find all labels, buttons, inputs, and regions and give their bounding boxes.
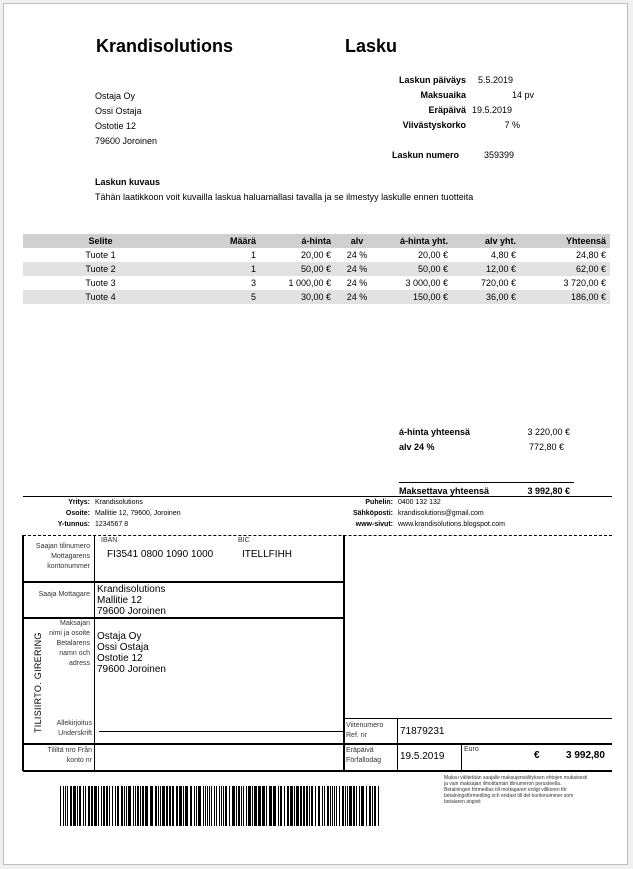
barcode-bar bbox=[262, 786, 265, 826]
barcode-bar bbox=[77, 786, 78, 826]
item-description: Tuote 1 bbox=[85, 250, 116, 260]
barcode-bar bbox=[172, 786, 174, 826]
barcode-bar bbox=[140, 786, 141, 826]
footer-company-value: Krandisolutions bbox=[95, 499, 143, 506]
due-date-value: 19.5.2019 bbox=[472, 105, 513, 115]
penalty-interest-value: 7 % bbox=[504, 120, 520, 130]
barcode-bar bbox=[162, 786, 165, 826]
barcode-bar bbox=[278, 786, 279, 826]
payee-line-2: Mallitie 12 bbox=[97, 595, 143, 606]
barcode-bar bbox=[150, 786, 153, 826]
barcode-bar bbox=[203, 786, 204, 826]
barcode-bar bbox=[353, 786, 355, 826]
barcode-bar bbox=[334, 786, 335, 826]
barcode-bar bbox=[315, 786, 316, 826]
item-total: 62,00 € bbox=[520, 262, 610, 276]
barcode-bar bbox=[229, 786, 230, 826]
items-header-row bbox=[23, 234, 610, 248]
penalty-interest-label: Viivästyskorko bbox=[402, 120, 466, 130]
barcode-bar bbox=[246, 786, 247, 826]
barcode-bar bbox=[183, 786, 184, 826]
barcode-bar bbox=[103, 786, 105, 826]
item-net-total: 50,00 € bbox=[379, 262, 452, 276]
barcode-bar bbox=[60, 786, 61, 826]
barcode-bar bbox=[63, 786, 64, 826]
barcode-bar bbox=[67, 786, 68, 826]
footer-email-label: Sähköposti: bbox=[352, 510, 393, 517]
giro-bottom-line bbox=[23, 770, 612, 772]
barcode-bar bbox=[190, 786, 192, 826]
table-row bbox=[23, 262, 610, 276]
barcode-bar bbox=[94, 786, 97, 826]
description-text: Tähän laatikkoon voit kuvailla laskua haluamallasi tavalla ja se ilmestyy laskulle ennen tuotteita bbox=[95, 192, 474, 202]
vat-total-value: 772,80 € bbox=[528, 442, 564, 452]
barcode-bar bbox=[266, 786, 267, 826]
barcode-bar bbox=[73, 786, 76, 826]
barcode-bar bbox=[109, 786, 110, 826]
barcode-bar bbox=[378, 786, 379, 826]
barcode-bar bbox=[207, 786, 208, 826]
giro-line-4 bbox=[23, 743, 612, 745]
giro-due-value: 19.5.2019 bbox=[400, 751, 445, 762]
barcode-bar bbox=[342, 786, 344, 826]
item-quantity: 3 bbox=[250, 278, 256, 288]
barcode-image bbox=[60, 786, 383, 826]
giro-mid-divider bbox=[343, 535, 345, 771]
col-header-net-total: á-hinta yht. bbox=[379, 234, 452, 248]
payee-line-1: Krandisolutions bbox=[97, 584, 166, 595]
buyer-line-3: Ostotie 12 bbox=[95, 121, 137, 131]
col-header-quantity: Määrä bbox=[178, 234, 260, 248]
payer-line-1: Ostaja Oy bbox=[97, 631, 142, 642]
payee-line-3: 79600 Joroinen bbox=[97, 606, 166, 617]
invoice-date-value: 5.5.2019 bbox=[478, 75, 514, 85]
giro-line-3 bbox=[343, 718, 612, 719]
giro-amount: 3 992,80 bbox=[566, 750, 605, 761]
item-net-total: 150,00 € bbox=[379, 290, 452, 304]
item-quantity: 5 bbox=[178, 290, 260, 304]
barcode-bar bbox=[309, 786, 310, 826]
payer-line-3: Ostotie 12 bbox=[97, 653, 143, 664]
barcode-bar bbox=[160, 786, 161, 826]
barcode-bar bbox=[287, 786, 289, 826]
barcode-bar bbox=[196, 786, 197, 826]
barcode-bar bbox=[83, 786, 84, 826]
barcode-bar bbox=[252, 786, 253, 826]
barcode-bar bbox=[273, 786, 276, 826]
barcode-bar bbox=[332, 786, 333, 826]
barcode-bar bbox=[106, 786, 108, 826]
col-header-vat-total: alv yht. bbox=[452, 234, 520, 248]
payer-label: Maksajan nimi ja osoite Betalarens namn och adress bbox=[49, 620, 90, 667]
barcode-bar bbox=[349, 786, 352, 826]
item-net-total: 20,00 € bbox=[417, 250, 448, 260]
col-header-description: Selite bbox=[23, 234, 178, 248]
iban-value: FI3541 0800 1090 1000 bbox=[107, 549, 214, 560]
signature-label: Allekirjoitus Underskrift bbox=[56, 720, 92, 737]
invoice-number-label: Laskun numero bbox=[391, 150, 459, 160]
iban-label: IBAN bbox=[101, 537, 118, 544]
barcode-bar bbox=[85, 786, 86, 826]
item-net-total: 3 000,00 € bbox=[405, 278, 448, 288]
due-date-label: Eräpäivä bbox=[428, 105, 466, 115]
item-description: Tuote 3 bbox=[85, 278, 116, 288]
item-description: Tuote 4 bbox=[23, 290, 178, 304]
grand-total-value: 3 992,80 € bbox=[527, 486, 570, 496]
barcode-bar bbox=[126, 786, 127, 826]
currency-symbol: € bbox=[534, 750, 540, 761]
net-total-label: á-hinta yhteensä bbox=[399, 427, 471, 437]
barcode-bar bbox=[117, 786, 119, 826]
items-table bbox=[23, 234, 610, 304]
barcode-bar bbox=[91, 786, 93, 826]
barcode-bar bbox=[137, 786, 139, 826]
barcode-bar bbox=[219, 786, 220, 826]
payment-terms-label: Maksuaika bbox=[420, 90, 466, 100]
barcode-bar bbox=[209, 786, 210, 826]
barcode-bar bbox=[194, 786, 195, 826]
signature-line bbox=[99, 731, 343, 732]
reference-value: 71879231 bbox=[400, 726, 445, 737]
barcode-bar bbox=[303, 786, 305, 826]
barcode-bar bbox=[225, 786, 227, 826]
barcode-bar bbox=[330, 786, 331, 826]
footer-address-label: Osoite: bbox=[65, 510, 90, 517]
footer-web-value: www.krandisolutions.blogspot.com bbox=[398, 521, 505, 528]
item-total: 3 720,00 € bbox=[563, 278, 606, 288]
barcode-bar bbox=[339, 786, 340, 826]
barcode-bar bbox=[135, 786, 136, 826]
giro-due-label: Eräpäivä Förfallodag bbox=[346, 747, 382, 764]
barcode-bar bbox=[128, 786, 131, 826]
item-vat-total: 4,80 € bbox=[490, 250, 516, 260]
barcode-bar bbox=[221, 786, 222, 826]
barcode-bar bbox=[115, 786, 116, 826]
barcode-bar bbox=[179, 786, 182, 826]
item-description: Tuote 2 bbox=[23, 262, 178, 276]
barcode-bar bbox=[336, 786, 337, 826]
giro-euro-divider bbox=[461, 744, 462, 771]
payer-line-2: Ossi Ostaja bbox=[97, 642, 149, 653]
barcode-bar bbox=[359, 786, 360, 826]
barcode-bar bbox=[300, 786, 302, 826]
bic-value: ITELLFIHH bbox=[242, 549, 293, 560]
barcode-bar bbox=[155, 786, 157, 826]
item-vat-rate: 24 % bbox=[335, 290, 379, 304]
barcode-bar bbox=[158, 786, 159, 826]
barcode-bar bbox=[88, 786, 90, 826]
payment-terms-note: Maksu välitetään saajalle maksujenvälityksen ehtojen mukaisesti ja vain maksajan ilmoittaman tilinumeron perusteella. Betalningen förmedlas till mottagaren enligt villkoren för betalningsförmedling och endast till det kontonummer som betalaren angivit bbox=[444, 775, 588, 805]
barcode-bar bbox=[198, 786, 201, 826]
table-row bbox=[23, 290, 610, 304]
footer-ytunnus-label: Y-tunnus: bbox=[57, 521, 90, 528]
item-vat-total: 36,00 € bbox=[452, 290, 520, 304]
barcode-bar bbox=[232, 786, 235, 826]
barcode-bar bbox=[211, 786, 212, 826]
document-title: Lasku bbox=[345, 36, 398, 56]
item-unit-price: 20,00 € bbox=[300, 250, 331, 260]
barcode-bar bbox=[322, 786, 323, 826]
barcode-bar bbox=[124, 786, 125, 826]
barcode-bar bbox=[79, 786, 81, 826]
barcode-bar bbox=[356, 786, 357, 826]
barcode-bar bbox=[145, 786, 148, 826]
total-separator bbox=[399, 482, 574, 483]
vat-total-label: alv 24 % bbox=[399, 442, 435, 452]
giro-cut-line bbox=[23, 535, 612, 536]
item-unit-price: 1 000,00 € bbox=[288, 278, 331, 288]
item-vat-rate: 24 % bbox=[335, 262, 379, 276]
item-unit-price: 50,00 € bbox=[260, 262, 335, 276]
barcode-bar bbox=[372, 786, 373, 826]
barcode-bar bbox=[347, 786, 348, 826]
barcode-bar bbox=[223, 786, 224, 826]
reference-label: Viitenumero Ref. nr bbox=[346, 722, 384, 739]
company-name: Krandisolutions bbox=[96, 36, 234, 56]
barcode-bar bbox=[142, 786, 144, 826]
barcode-bar bbox=[361, 786, 364, 826]
barcode-bar bbox=[306, 786, 308, 826]
barcode-bar bbox=[214, 786, 215, 826]
barcode-bar bbox=[166, 786, 168, 826]
item-quantity: 1 bbox=[178, 262, 260, 276]
footer-company-label: Yritys: bbox=[68, 499, 90, 506]
barcode-bar bbox=[243, 786, 244, 826]
giro-line-1 bbox=[23, 581, 345, 583]
barcode-bar bbox=[133, 786, 134, 826]
invoice-number-value: 359399 bbox=[484, 150, 515, 160]
barcode-bar bbox=[258, 786, 261, 826]
bic-label: BIC bbox=[238, 537, 250, 544]
footer-divider bbox=[23, 496, 612, 497]
barcode-bar bbox=[101, 786, 102, 826]
item-vat-rate: 24 % bbox=[346, 278, 368, 288]
grand-total-label: Maksettava yhteensä bbox=[399, 486, 490, 496]
buyer-line-4: 79600 Joroinen bbox=[95, 136, 158, 146]
barcode-bar bbox=[169, 786, 171, 826]
barcode-bar bbox=[254, 786, 257, 826]
barcode-bar bbox=[238, 786, 240, 826]
barcode-bar bbox=[70, 786, 72, 826]
barcode-bar bbox=[294, 786, 295, 826]
barcode-bar bbox=[318, 786, 320, 826]
giro-left-border bbox=[22, 535, 24, 771]
col-header-total: Yhteensä bbox=[520, 234, 610, 248]
barcode-bar bbox=[280, 786, 282, 826]
from-account-label: Tililtä nro Från konto nr bbox=[47, 747, 92, 764]
barcode-bar bbox=[176, 786, 178, 826]
barcode-bar bbox=[65, 786, 66, 826]
barcode-bar bbox=[374, 786, 376, 826]
barcode-bar bbox=[241, 786, 242, 826]
barcode-bar bbox=[296, 786, 299, 826]
item-quantity: 1 bbox=[250, 250, 256, 260]
barcode-bar bbox=[369, 786, 371, 826]
payer-line-4: 79600 Joroinen bbox=[97, 664, 166, 675]
item-total: 186,00 € bbox=[520, 290, 610, 304]
payee-label: Saaja Mottagare bbox=[38, 591, 90, 598]
item-vat-total: 720,00 € bbox=[480, 278, 516, 288]
barcode-bar bbox=[248, 786, 251, 826]
buyer-line-2: Ossi Ostaja bbox=[95, 106, 142, 116]
payment-terms-value: 14 pv bbox=[511, 90, 534, 100]
footer-web-label: www-sivut: bbox=[355, 521, 393, 528]
barcode-bar bbox=[98, 786, 99, 826]
barcode-bar bbox=[284, 786, 285, 826]
buyer-line-1: Ostaja Oy bbox=[95, 91, 136, 101]
col-header-unit-price: á-hinta bbox=[260, 234, 335, 248]
footer-email-value: krandisolutions@gmail.com bbox=[398, 510, 484, 517]
col-header-vat: alv bbox=[335, 234, 379, 248]
barcode-bar bbox=[311, 786, 313, 826]
item-total: 24,80 € bbox=[575, 250, 606, 260]
footer-address-value: Mallitie 12, 79600, Joroinen bbox=[95, 510, 181, 517]
footer-phone-label: Puhelin: bbox=[365, 499, 393, 506]
barcode-bar bbox=[121, 786, 123, 826]
barcode-bar bbox=[290, 786, 293, 826]
footer-phone-value: 0400 132 132 bbox=[398, 499, 441, 506]
barcode-bar bbox=[269, 786, 272, 826]
euro-label: Euro bbox=[464, 746, 479, 753]
giro-vertical-title: TILISIIRTO. GIRERING bbox=[33, 632, 43, 733]
giro-label-divider bbox=[94, 535, 95, 771]
item-unit-price: 30,00 € bbox=[260, 290, 335, 304]
barcode-bar bbox=[236, 786, 237, 826]
barcode-bar bbox=[185, 786, 188, 826]
barcode-bar bbox=[216, 786, 217, 826]
net-total-value: 3 220,00 € bbox=[527, 427, 570, 437]
table-row bbox=[23, 248, 610, 262]
item-vat-rate: 24 % bbox=[346, 250, 368, 260]
account-label: Saajan tilinumero Mottagarens kontonummer bbox=[35, 543, 90, 570]
barcode-bar bbox=[112, 786, 113, 826]
barcode-bar bbox=[324, 786, 325, 826]
footer-ytunnus-value: 1234567 8 bbox=[95, 521, 129, 528]
barcode-bar bbox=[205, 786, 206, 826]
description-heading: Laskun kuvaus bbox=[95, 177, 161, 187]
invoice-page bbox=[3, 3, 628, 865]
barcode-bar bbox=[327, 786, 329, 826]
invoice-date-label: Laskun päiväys bbox=[398, 75, 466, 85]
item-vat-total: 12,00 € bbox=[452, 262, 520, 276]
barcode-bar bbox=[366, 786, 367, 826]
barcode-bar bbox=[345, 786, 346, 826]
table-row bbox=[23, 276, 610, 290]
